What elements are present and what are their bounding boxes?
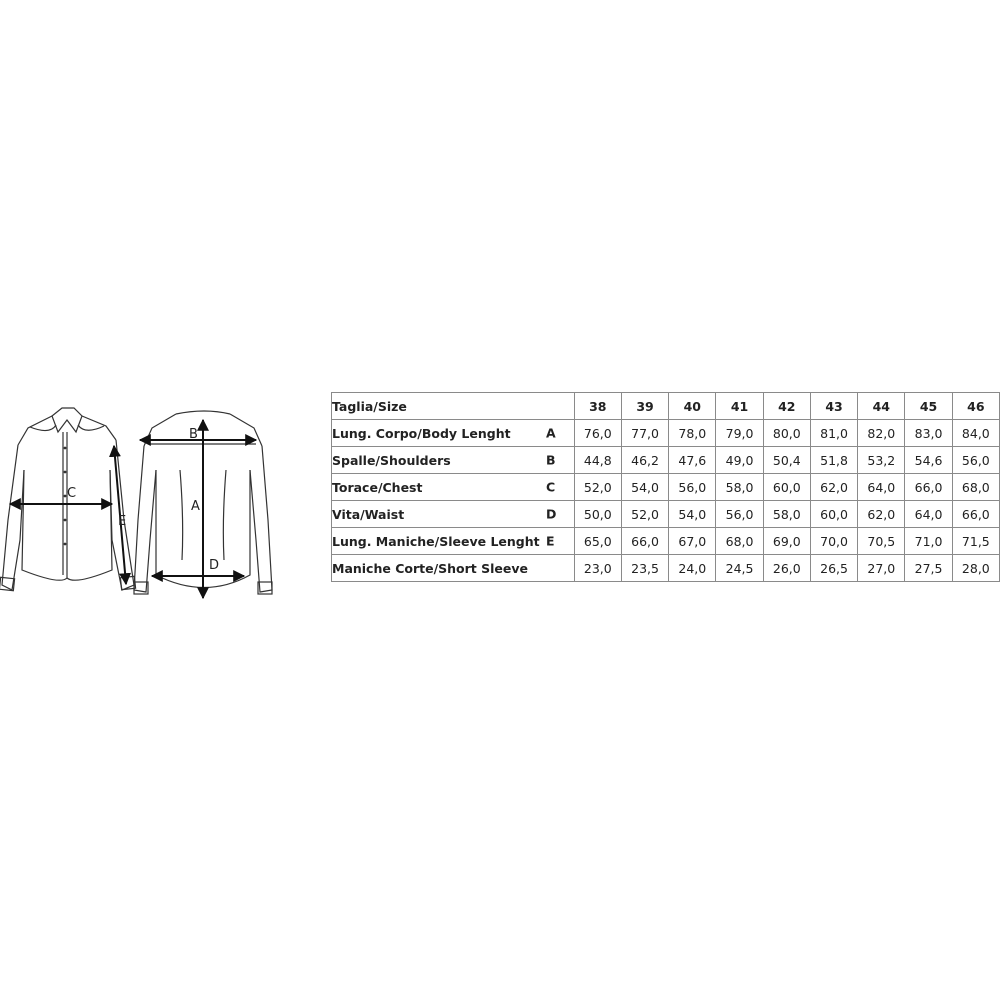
table-cell: 62,0 — [810, 474, 857, 501]
table-cell: 23,5 — [621, 555, 668, 582]
row-label: Lung. Corpo/Body Lenght — [332, 425, 511, 441]
table-cell: 23,0 — [574, 555, 621, 582]
table-cell: 46,2 — [621, 447, 668, 474]
table-cell: 51,8 — [810, 447, 857, 474]
table-header-row — [332, 393, 1000, 420]
measurement-code: B — [546, 452, 556, 468]
table-cell: 71,0 — [905, 528, 952, 555]
table-row — [332, 447, 1000, 474]
size-column-header: 38 — [574, 393, 621, 420]
table-cell: 24,5 — [716, 555, 763, 582]
measurement-code: C — [546, 479, 556, 495]
table-cell: 66,0 — [905, 474, 952, 501]
label-d: D — [209, 558, 220, 573]
table-cell: 68,0 — [716, 528, 763, 555]
table-cell: 54,6 — [905, 447, 952, 474]
table-cell: 65,0 — [574, 528, 621, 555]
table-cell: 70,0 — [810, 528, 857, 555]
table-cell: 83,0 — [905, 420, 952, 447]
table-cell: 66,0 — [952, 501, 999, 528]
label-c: C — [67, 486, 77, 501]
table-cell: 69,0 — [763, 528, 810, 555]
table-cell: 66,0 — [621, 528, 668, 555]
row-label-cell — [332, 501, 575, 528]
table-cell: 84,0 — [952, 420, 999, 447]
table-cell: 54,0 — [621, 474, 668, 501]
size-column-header: 41 — [716, 393, 763, 420]
size-header-label: Taglia/Size — [332, 398, 407, 414]
table-cell: 26,0 — [763, 555, 810, 582]
table-cell: 27,5 — [905, 555, 952, 582]
table-cell: 44,8 — [574, 447, 621, 474]
row-label-cell — [332, 528, 575, 555]
table-cell: 78,0 — [669, 420, 716, 447]
header-label-cell — [332, 393, 575, 420]
row-label-cell — [332, 474, 575, 501]
table-cell: 52,0 — [574, 474, 621, 501]
row-label: Vita/Waist — [332, 506, 405, 522]
table-row — [332, 501, 1000, 528]
table-cell: 28,0 — [952, 555, 999, 582]
table-cell: 24,0 — [669, 555, 716, 582]
table-cell: 58,0 — [763, 501, 810, 528]
table-cell: 49,0 — [716, 447, 763, 474]
label-b: B — [189, 427, 198, 442]
row-label: Maniche Corte/Short Sleeve — [332, 560, 528, 576]
table-cell: 56,0 — [952, 447, 999, 474]
table-cell: 56,0 — [716, 501, 763, 528]
button-dots — [64, 447, 67, 546]
table-cell: 77,0 — [621, 420, 668, 447]
table-cell: 81,0 — [810, 420, 857, 447]
row-label-cell — [332, 555, 575, 582]
size-column-header: 43 — [810, 393, 857, 420]
table-cell: 82,0 — [858, 420, 905, 447]
table-cell: 26,5 — [810, 555, 857, 582]
table-cell: 79,0 — [716, 420, 763, 447]
table-cell: 52,0 — [621, 501, 668, 528]
table-cell: 54,0 — [669, 501, 716, 528]
row-label: Lung. Maniche/Sleeve Lenght — [332, 533, 540, 549]
table-cell: 27,0 — [858, 555, 905, 582]
table-cell: 64,0 — [905, 501, 952, 528]
label-e: E — [118, 514, 127, 529]
table-cell: 80,0 — [763, 420, 810, 447]
table-cell: 70,5 — [858, 528, 905, 555]
table-cell: 50,0 — [574, 501, 621, 528]
table-cell: 76,0 — [574, 420, 621, 447]
table-row — [332, 528, 1000, 555]
table-cell: 62,0 — [858, 501, 905, 528]
table-cell: 50,4 — [763, 447, 810, 474]
table-row — [332, 555, 1000, 582]
table-cell: 53,2 — [858, 447, 905, 474]
measurement-code: E — [546, 533, 555, 549]
table-cell: 67,0 — [669, 528, 716, 555]
measurement-code: D — [546, 506, 557, 522]
size-table — [331, 392, 1000, 582]
row-label-cell — [332, 447, 575, 474]
table-cell: 68,0 — [952, 474, 999, 501]
table-cell: 64,0 — [858, 474, 905, 501]
table-cell: 47,6 — [669, 447, 716, 474]
table-cell: 71,5 — [952, 528, 999, 555]
label-a: A — [191, 499, 200, 514]
table-row — [332, 474, 1000, 501]
table-cell: 58,0 — [716, 474, 763, 501]
table-cell: 56,0 — [669, 474, 716, 501]
size-column-header: 42 — [763, 393, 810, 420]
row-label: Spalle/Shoulders — [332, 452, 451, 468]
table-cell: 60,0 — [810, 501, 857, 528]
size-column-header: 44 — [858, 393, 905, 420]
measurement-code: A — [546, 425, 556, 441]
table-cell: 60,0 — [763, 474, 810, 501]
table-row — [332, 420, 1000, 447]
row-label: Torace/Chest — [332, 479, 423, 495]
shirt-measurement-diagram — [0, 400, 290, 610]
size-column-header: 46 — [952, 393, 999, 420]
size-column-header: 45 — [905, 393, 952, 420]
size-column-header: 39 — [621, 393, 668, 420]
row-label-cell — [332, 420, 575, 447]
size-column-header: 40 — [669, 393, 716, 420]
